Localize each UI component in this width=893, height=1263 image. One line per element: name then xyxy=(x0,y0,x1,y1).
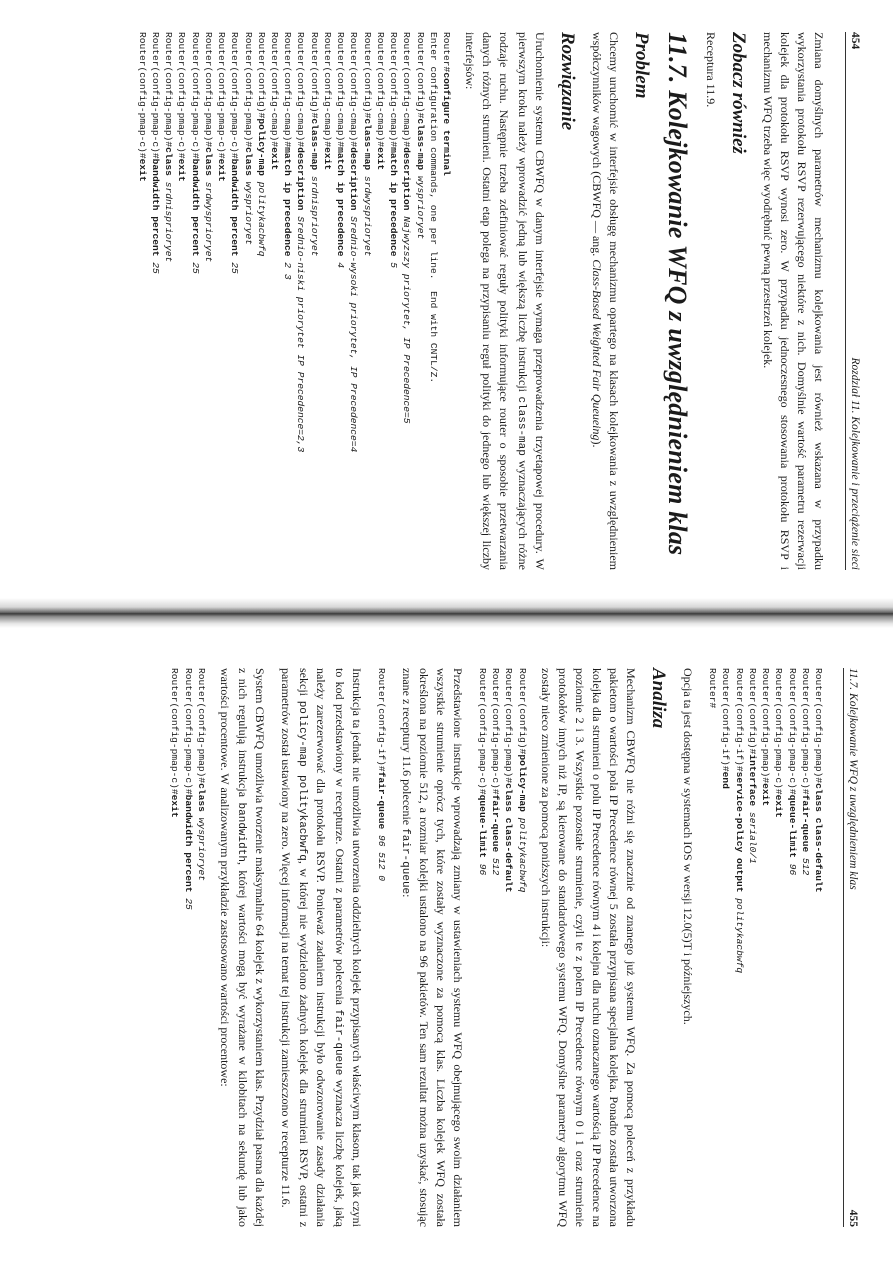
code-prompt: Router(config-cmap)# xyxy=(401,32,413,148)
code-prompt: Router(config)# xyxy=(746,668,758,755)
code-argument: politykacbwfq xyxy=(255,175,267,257)
page-455-content xyxy=(0,628,893,1263)
code-argument: 25 xyxy=(229,256,241,274)
inline-code: bandwidth xyxy=(235,802,248,862)
code-prompt: Router(config-if)# xyxy=(376,668,388,772)
code-argument: 2 3 xyxy=(282,256,294,280)
code-line xyxy=(321,32,334,570)
code-line xyxy=(489,668,502,1227)
code-line xyxy=(746,668,759,1227)
availability-note: Opcja ta jest dostępna w systemach IOS w wersji 12.0(5)T i późniejszych. xyxy=(680,668,695,1025)
code-command: class-map xyxy=(308,118,320,171)
analysis-paragraph: Mechanizm CBWFQ nie różni się znacznie od znanego już systemu WFQ. Za pomocą poleceń z przykładu pakietom o wartości pola IP Precedence równej 5 została przypisana specjalna kolejka. Ponadto została utworzona kolejka dla strumieni o polu IP Precedence równym 4 i kolejna dla ruchu oznaczanego wartością IP Precedence na poziomie 2 i 3. Wszystkie pozostałe strumienie, czyli te z polem IP Precedence równym 0 i 1 oraz strumienie protokołów innych niż IP, są kierowane do standardowego systemu WFQ. Domyślne parametry algorytmu WFQ zostały nieco zmienione za pomocą poniższych instrukcji: xyxy=(538,668,638,1227)
code-line xyxy=(135,32,148,570)
code-command: match ip precedence xyxy=(335,147,347,257)
code-prompt: Router(config-pmap-c)# xyxy=(169,668,181,795)
code-prompt: Router# xyxy=(707,668,719,709)
code-prompt: Router(config-pmap-c)# xyxy=(799,668,811,795)
code-line xyxy=(440,32,453,570)
code-prompt: Router(config-cmap)# xyxy=(321,32,333,148)
page-number: 454 xyxy=(849,32,861,50)
recipe-title: 11.7. Kolejkowanie WFQ z uwzględnieniem klas xyxy=(662,32,692,556)
code-command: fair-queue xyxy=(799,794,811,853)
problem-term: Class-Based Weighted Fair Queueing xyxy=(589,259,604,441)
code-argument: 4 xyxy=(335,256,347,269)
code-command: policy-map xyxy=(516,754,528,812)
code-line xyxy=(281,32,294,570)
code-command: exit xyxy=(169,794,181,818)
code-command: exit xyxy=(321,147,333,171)
code-line xyxy=(413,32,426,570)
code-command: exit xyxy=(773,794,785,818)
code-command: bandwidth percent xyxy=(149,158,161,257)
code-line xyxy=(375,668,388,1227)
code-line xyxy=(799,668,812,1227)
code-line xyxy=(149,32,162,570)
code-line xyxy=(360,32,373,570)
code-line xyxy=(255,32,268,570)
code-command: description xyxy=(401,147,413,211)
code-command: configure terminal xyxy=(441,72,453,176)
code-prompt: Router(config-pmap)# xyxy=(242,32,254,148)
running-head xyxy=(843,668,859,1227)
code-command: class xyxy=(242,147,254,176)
code-line xyxy=(202,32,215,570)
code-listing xyxy=(375,668,388,1227)
page-454-content xyxy=(0,0,893,598)
code-command: class-map xyxy=(361,118,373,171)
code-line xyxy=(732,668,745,1227)
code-prompt: Enter configuration commands, one per line. End with CNTL/Z. xyxy=(427,32,439,384)
analysis-paragraph xyxy=(276,668,364,1227)
code-line xyxy=(759,668,772,1227)
code-argument: srdnisprioryet xyxy=(163,175,175,263)
code-prompt: Router(config-pmap)# xyxy=(163,32,175,148)
code-command: fair-queue xyxy=(376,771,388,830)
code-prompt: Router(config)# xyxy=(308,32,320,119)
code-prompt: Router(config-cmap)# xyxy=(335,32,347,148)
code-argument: wysprioryet xyxy=(242,175,254,246)
code-prompt: Router(config-if)# xyxy=(733,668,745,772)
code-prompt: Router(config-pmap-c)# xyxy=(176,32,188,159)
code-line xyxy=(812,668,825,1227)
code-line xyxy=(215,32,228,570)
code-command: queue-limit xyxy=(476,794,488,859)
code-line xyxy=(188,32,201,570)
code-command: fair-queue xyxy=(490,794,502,853)
code-line xyxy=(294,32,307,570)
code-prompt: Router(config-pmap-c)# xyxy=(216,32,228,159)
code-line xyxy=(400,32,413,570)
inline-code: class-map xyxy=(514,396,527,456)
analysis-text-part: Przedstawione instrukcje wprowadzają zmiany w ustawieniach systemu WFQ obejmującego swoim działaniem wszystkie strumienie oprócz tych, które zostały wyznaczone za pomocą klas. Liczba kolejek WFQ została określona na poziomie 512, a rozmiar kolejki ustalono na 96 pakietów. Ten sam rezultat można uzyskać, stosując znane z receptury 11.6 polecenie xyxy=(399,668,465,1227)
code-line xyxy=(719,668,732,1227)
analysis-text-part: System CBWFQ umożliwia tworzenie maksymalnie 64 kolejek z wykorzystaniem klas. Przydział pasma dla każdej z nich regulują instrukcja xyxy=(236,668,268,1227)
code-argument: 25 xyxy=(182,892,194,910)
chapter-title: Rozdział 11. Kolejkowanie i przeciążenie sieci xyxy=(849,357,861,570)
code-prompt: Router(config-cmap)# xyxy=(374,32,386,148)
analysis-text-part: Instrukcja ta jednak nie umożliwia utworzenia oddzielnych kolejek przypisanych właściwym klasom, tak jak czyni to kod przedstawiony w recepturze. Ostatni z parametrów polecenia xyxy=(332,668,364,1227)
code-argument: 512 xyxy=(799,852,811,876)
code-prompt: Router(config-pmap)# xyxy=(195,668,207,784)
code-line xyxy=(195,668,208,1227)
code-prompt: Router(config-pmap-c)# xyxy=(476,668,488,795)
code-line xyxy=(502,668,515,1227)
code-line xyxy=(268,32,281,570)
code-argument: Srednio-niski priorytet IP Precedence=2,3 xyxy=(295,210,307,453)
code-argument: politykacbwfq xyxy=(516,811,528,893)
code-command: exit xyxy=(176,158,188,182)
code-command: exit xyxy=(136,158,148,182)
code-argument: 96 xyxy=(786,858,798,876)
code-line xyxy=(334,32,347,570)
page-455 xyxy=(0,628,893,1263)
book-gutter-shadow xyxy=(0,598,893,628)
code-command: match ip precedence xyxy=(282,147,294,257)
code-command: exit xyxy=(760,783,772,807)
code-command: class-map xyxy=(414,118,426,171)
analysis-text-part: , której wartości mogą być wyrażane w kilobitach na sekundę lub jako wartości procentowe. W analizowanym przykładzie zastosowano wartości procentowe: xyxy=(217,668,251,1227)
code-line xyxy=(785,668,798,1227)
page-454 xyxy=(0,0,893,598)
code-line xyxy=(228,32,241,570)
code-prompt: Router(config-cmap)# xyxy=(295,32,307,148)
code-argument: 512 xyxy=(490,852,502,876)
code-command: class xyxy=(202,147,214,176)
code-argument: srdnisprioryet xyxy=(308,170,320,257)
code-prompt: Router(config-cmap)# xyxy=(269,32,280,148)
analysis-paragraph xyxy=(396,668,466,1227)
code-command: service-policy output xyxy=(733,771,745,893)
analysis-heading: Analiza xyxy=(647,668,669,729)
code-line xyxy=(706,668,719,1227)
code-listing xyxy=(135,32,453,570)
code-prompt: Router(config-cmap)# xyxy=(282,32,294,148)
code-command: end xyxy=(720,771,732,789)
code-line xyxy=(387,32,400,570)
code-command: interface xyxy=(746,754,758,807)
code-line xyxy=(772,668,785,1227)
inline-code: policy-map politykacbwfq xyxy=(296,700,309,861)
code-line xyxy=(241,32,254,570)
code-command: exit xyxy=(216,158,228,182)
code-command: exit xyxy=(374,147,386,171)
problem-text-part: Chcemy uruchomić w interfejsie obsługę mechanizmu opartego na klasach kolejkowania z uwzględnieniem współczynników wagowych (CBWFQ — ang. xyxy=(589,32,621,570)
code-line xyxy=(168,668,181,1227)
code-line xyxy=(515,668,528,1227)
inline-code: fair-queue xyxy=(331,1009,344,1076)
code-command: bandwidth percent xyxy=(189,158,201,257)
see-also-heading: Zobacz również xyxy=(727,32,749,154)
code-argument: 5 xyxy=(388,256,400,269)
intro-paragraph: Zmiana domyślnych parametrów mechanizmu kolejkowania jest również wskazana w przypadku wykorzystania protokołu RSVP rezerwującego niektóre z nich. Domyślnie wartość parametru rezerwacji kolejek dla protokołu RSVP wynosi zero. W przypadku jednoczesnego stosowania protokołu RSVP i mechanizmu WFQ trzeba więc wyodrębnić pewną przestrzeń kolejek. xyxy=(760,32,826,570)
solution-text-part: wyznaczających różne rodzaje ruchu. Następnie trzeba zdefiniować reguły polityki informujące router o sposobie przetwarzania danych różnych strumieni. Ostatni etap polega na przypisaniu reguł polityki do jednego lub większej liczby interfejsów: xyxy=(463,32,530,570)
code-command: bandwidth percent xyxy=(229,158,241,257)
code-command: class xyxy=(163,147,175,176)
code-command: policy-map xyxy=(255,118,267,176)
analysis-text-part: : xyxy=(399,894,414,898)
code-line xyxy=(181,668,194,1227)
code-prompt: Router(config)# xyxy=(414,32,426,119)
solution-text-part: Uruchomienie systemu CBWFQ w danym interfejsie wymaga przeprowadzenia trzyetapowej procedury. W pierwszym kroku należy wprowadzić jedną lub większą liczbę instrukcji xyxy=(515,32,547,570)
code-argument: 96 xyxy=(476,858,488,876)
analysis-text-part: wyznacza liczbę kolejek, jaką należy zarezerwować dla protokołu RSVP. Ponieważ zadaniem instrukcji było odwzorowanie zasady działania sekcji xyxy=(297,668,347,1228)
code-prompt: Router(config-pmap-c)# xyxy=(490,668,502,795)
running-head xyxy=(845,32,861,570)
code-prompt: Router(config-pmap-c)# xyxy=(136,32,148,159)
code-argument: Srednio-wysoki priorytet, IP Precedence=4 xyxy=(348,210,360,453)
code-line xyxy=(427,32,440,570)
code-command: description xyxy=(295,147,307,211)
code-prompt: Router(config-if)# xyxy=(720,668,732,772)
code-prompt: Router(config-pmap)# xyxy=(503,668,515,784)
code-prompt: Router(config-pmap)# xyxy=(202,32,214,148)
inline-code: fair-queue xyxy=(398,828,411,895)
problem-text xyxy=(588,32,622,570)
code-line xyxy=(162,32,175,570)
see-also-text: Receptura 11.9. xyxy=(703,32,718,108)
code-command: bandwidth percent xyxy=(182,794,194,893)
code-prompt: Router(config-pmap-c)# xyxy=(773,668,785,795)
code-line xyxy=(307,32,320,570)
code-command: class class-default xyxy=(813,783,824,893)
code-argument: 25 xyxy=(149,256,161,274)
code-command: description xyxy=(348,147,360,211)
solution-text xyxy=(461,32,548,570)
problem-heading: Problem xyxy=(630,32,652,99)
code-line xyxy=(374,32,387,570)
code-prompt: Router(config-pmap-c)# xyxy=(189,32,201,159)
code-prompt: Router(config-cmap)# xyxy=(348,32,360,148)
code-prompt: Router(config-pmap-c)# xyxy=(786,668,798,795)
code-prompt: Router(config)# xyxy=(255,32,267,119)
code-argument: serial0/1 xyxy=(746,806,758,864)
code-argument: 96 512 0 xyxy=(376,829,388,882)
code-prompt: Router(config)# xyxy=(516,668,528,755)
code-command: class class-default xyxy=(503,783,515,893)
page-number: 455 xyxy=(847,1209,859,1227)
code-prompt: Router(config-pmap)# xyxy=(813,668,824,784)
code-prompt: Router(config-cmap)# xyxy=(388,32,400,148)
code-argument: Najwyzszy priorytet, IP Precedence=5 xyxy=(401,210,413,424)
solution-heading: Rozwiązanie xyxy=(556,32,578,131)
analysis-paragraph xyxy=(216,668,269,1227)
code-line xyxy=(476,668,489,1227)
code-argument: 25 xyxy=(189,256,201,274)
code-listing xyxy=(168,668,208,1227)
code-command: match ip precedence xyxy=(388,147,400,257)
code-argument: politykacbwfq xyxy=(733,892,745,974)
code-argument: wysprioryet xyxy=(195,811,207,882)
analysis-text-part: , w której nie wydzielono żadnych kolejek dla strumieni RSVP, ostatni z parametrów został ustawiony na zero. Więcej informacji na temat tej instrukcji zamieszczono w recepturze 11.6. xyxy=(278,668,312,1227)
code-command: class xyxy=(195,783,207,812)
code-listing xyxy=(476,668,529,1227)
code-line xyxy=(347,32,360,570)
code-prompt: Router(config-pmap-c)# xyxy=(229,32,241,159)
code-prompt: Router(config-pmap)# xyxy=(760,668,772,784)
problem-text-part: ). xyxy=(589,440,604,448)
code-prompt: Router(config)# xyxy=(361,32,373,119)
code-command: exit xyxy=(269,147,280,171)
code-prompt: Router(config-pmap-c)# xyxy=(182,668,194,795)
chapter-title: 11.7. Kolejkowanie WFQ z uwzględnieniem klas xyxy=(847,668,859,890)
code-prompt: Router(config-pmap-c)# xyxy=(149,32,161,159)
code-argument: srdwysprioryet xyxy=(361,170,373,257)
code-prompt: Router# xyxy=(441,32,453,73)
code-argument: srdwysprioryet xyxy=(202,175,214,263)
code-line xyxy=(175,32,188,570)
code-listing xyxy=(706,668,825,1227)
code-command: queue-limit xyxy=(786,794,798,859)
code-argument: wysprioryet xyxy=(414,170,426,240)
